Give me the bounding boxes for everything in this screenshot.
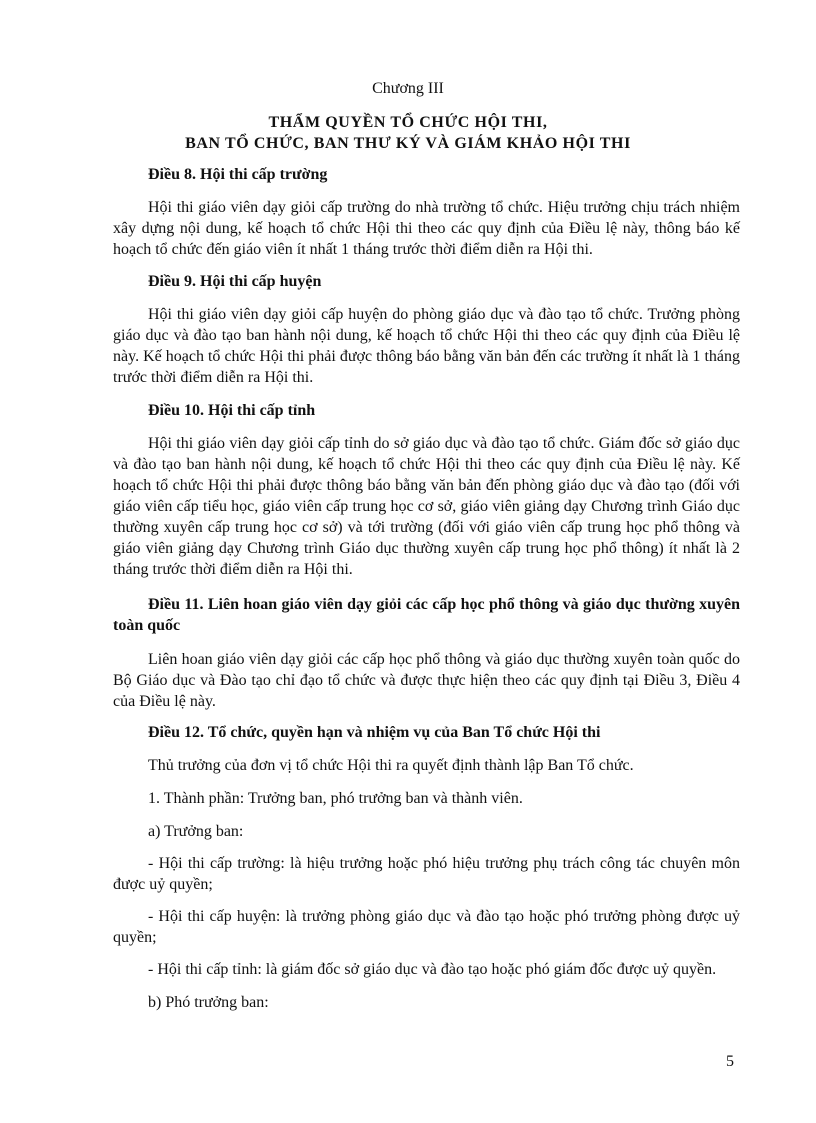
article-10-paragraph: Hội thi giáo viên dạy giỏi cấp tỉnh do sở giáo dục và đào tạo tổ chức. Giám đốc sở giáo dục và đào tạo ban hành nội dung, kế hoạch tổ chức Hội thi theo các quy định của Điều lệ này. Kế hoạch tổ chức Hội thi phải được thông báo bằng văn bản đến phòng giáo dục và đào tạo (đối với giáo viên cấp tiểu học, giáo viên cấp trung học cơ sở, giáo viên giảng dạy Chương trình Giáo dục thường xuyên cấp trung học cơ sở) và tới trường (đối với giáo viên cấp trung học phổ thông và giáo viên giảng dạy Chương trình Giáo dục thường xuyên cấp trung học phổ thông) ít nhất là 2 tháng trước thời điểm diễn ra Hội thi. <box>113 435 740 578</box>
article-9-paragraph: Hội thi giáo viên dạy giỏi cấp huyện do phòng giáo dục và đào tạo tổ chức. Trưởng phòng giáo dục và đào tạo ban hành nội dung, kế hoạch tổ chức Hội thi theo các quy định của Điều lệ này. Kế hoạch tổ chức Hội thi phải được thông báo bằng văn bản đến các trường ít nhất là 1 tháng trước thời điểm diễn ra Hội thi. <box>113 306 740 386</box>
article-9-heading: Điều 9. Hội thi cấp huyện <box>148 273 322 290</box>
article-12-heading: Điều 12. Tổ chức, quyền hạn và nhiệm vụ của Ban Tổ chức Hội thi <box>148 724 601 741</box>
article-11-paragraph: Liên hoan giáo viên dạy giỏi các cấp học phổ thông và giáo dục thường xuyên toàn quốc do Bộ Giáo dục và Đào tạo chỉ đạo tổ chức và được thực hiện theo các quy định tại Điều 3, Điều 4 của Điều lệ này. <box>113 651 740 710</box>
article-12-paragraph-3: a) Trưởng ban: <box>148 823 244 840</box>
article-11-heading: Điều 11. Liên hoan giáo viên dạy giỏi các cấp học phổ thông và giáo dục thường xuyên toàn quốc <box>113 596 740 634</box>
article-10-heading: Điều 10. Hội thi cấp tỉnh <box>148 402 316 419</box>
article-8-heading: Điều 8. Hội thi cấp trường <box>148 166 328 183</box>
article-12-paragraph-4: - Hội thi cấp trường: là hiệu trưởng hoặc phó hiệu trưởng phụ trách công tác chuyên môn được uỷ quyền; <box>113 855 740 893</box>
chapter-title-line-2: BAN TỔ CHỨC, BAN THƯ KÝ VÀ GIÁM KHẢO HỘI THI <box>185 135 631 152</box>
chapter-title-line-1: THẨM QUYỀN TỔ CHỨC HỘI THI, <box>268 114 548 131</box>
article-8-paragraph: Hội thi giáo viên dạy giỏi cấp trường do nhà trường tổ chức. Hiệu trưởng chịu trách nhiệm xây dựng nội dung, kế hoạch tổ chức Hội thi theo các quy định của Điều lệ này, thông báo kế hoạch tổ chức đến giáo viên ít nhất 1 tháng trước thời điểm diễn ra Hội thi. <box>113 199 740 258</box>
article-12-paragraph-5: - Hội thi cấp huyện: là trưởng phòng giáo dục và đào tạo hoặc phó trưởng phòng được uỷ quyền; <box>113 908 740 946</box>
article-12-paragraph-6: - Hội thi cấp tỉnh: là giám đốc sở giáo dục và đào tạo hoặc phó giám đốc được uỷ quyền. <box>148 961 717 978</box>
article-12-paragraph-1: Thủ trưởng của đơn vị tổ chức Hội thi ra quyết định thành lập Ban Tổ chức. <box>148 757 634 774</box>
chapter-label: Chương III <box>372 80 444 97</box>
article-12-paragraph-2: 1. Thành phần: Trưởng ban, phó trưởng ban và thành viên. <box>148 790 523 807</box>
article-12-paragraph-7: b) Phó trưởng ban: <box>148 994 269 1011</box>
page-number: 5 <box>726 1053 734 1070</box>
chapter-title <box>0 112 816 154</box>
